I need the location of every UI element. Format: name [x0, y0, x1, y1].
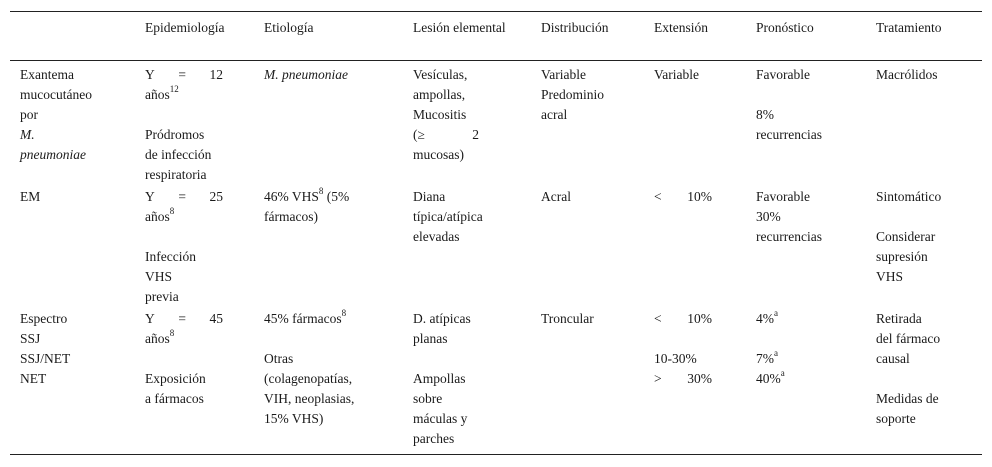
header-etiologia: Etiología	[264, 20, 314, 35]
row3-extension: < 10% 10-30% > 30%	[654, 311, 712, 386]
row1-etiologia: M. pneumoniae	[264, 67, 348, 82]
row2-tratamiento: Sintomático Considerar supresión VHS	[876, 189, 942, 284]
table-top-rule	[10, 11, 982, 12]
row1-condition: Exantema mucocutáneo por M. pneumoniae	[20, 67, 92, 162]
row1-extension: Variable	[654, 67, 699, 82]
row1-epidemiologia: Y = 12 años$^{12}$ Pródromos de infección respiratoria	[145, 67, 223, 182]
row2-epidemiologia: Y = 25 años$^8$ Infección VHS previa	[145, 189, 223, 304]
row1-lesion: Vesículas, ampollas, Mucositis (≥ 2 mucosas)	[413, 67, 479, 162]
row3-lesion: D. atípicas planas Ampollas sobre máculas y parches	[413, 311, 471, 446]
table-bottom-rule	[10, 454, 982, 455]
row3-condition: Espectro SSJ SSJ/NET NET	[20, 311, 71, 386]
row2-condition: EM	[20, 189, 41, 204]
row3-distribucion: Troncular	[541, 311, 594, 326]
header-distribucion: Distribución	[541, 20, 609, 35]
row3-tratamiento: Retirada del fármaco causal Medidas de soporte	[876, 311, 941, 426]
row2-etiologia: 46% VHS$^8$ (5% fármacos)	[264, 186, 350, 224]
header-epidemiologia: Epidemiología	[145, 20, 225, 35]
row2-lesion: Diana típica/atípica elevadas	[413, 189, 483, 244]
row2-pronostico: Favorable 30% recurrencias	[756, 189, 822, 244]
row1-tratamiento: Macrólidos	[876, 67, 938, 82]
header-pronostico: Pronóstico	[756, 20, 814, 35]
row3-epidemiologia: Y = 45 años$^8$ Exposición a fármacos	[145, 311, 223, 406]
header-lesion-elemental: Lesión elemental	[413, 20, 506, 35]
row3-etiologia: 45% fármacos$^8$ Otras (colagenopatías, VIH, neoplasias, 15% VHS)	[264, 308, 355, 426]
header-extension: Extensión	[654, 20, 708, 35]
table-header-rule	[10, 60, 982, 61]
row2-distribucion: Acral	[541, 189, 571, 204]
row2-extension: < 10%	[654, 189, 712, 204]
row1-distribucion: Variable Predominio acral	[541, 67, 604, 122]
row3-pronostico: 4%$^a$ 7%$^a$ 40%$^a$	[756, 308, 785, 386]
header-tratamiento: Tratamiento	[876, 20, 942, 35]
row1-pronostico: Favorable 8% recurrencias	[756, 67, 822, 142]
